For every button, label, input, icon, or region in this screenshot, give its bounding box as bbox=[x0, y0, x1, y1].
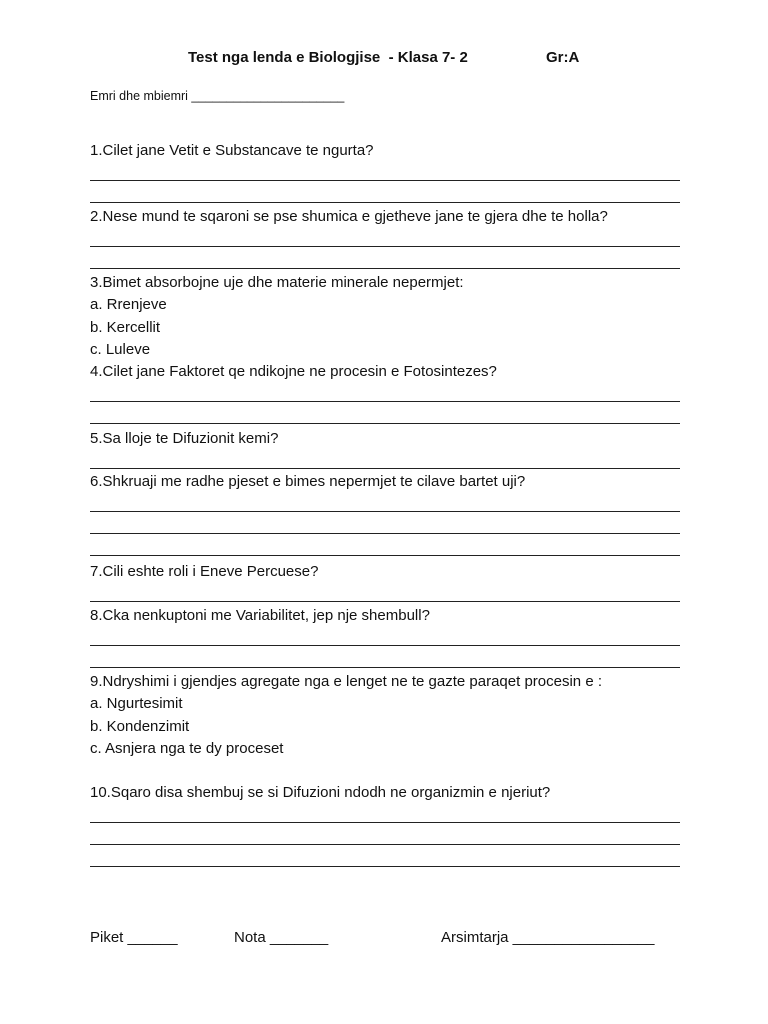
question-5 bbox=[90, 428, 680, 473]
question-text: 2.Nese mund te sqaroni se pse shumica e gjetheve jane te gjera dhe te holla? bbox=[90, 208, 608, 225]
question-text: 9.Ndryshimi i gjendjes agregate nga e lenget ne te gazte paraqet procesin e : bbox=[90, 673, 602, 690]
answer-line[interactable] bbox=[90, 162, 680, 184]
answer-line[interactable] bbox=[90, 228, 680, 250]
option-b[interactable]: b. Kondenzimit bbox=[90, 717, 190, 735]
option-a[interactable]: a. Ngurtesimit bbox=[90, 695, 183, 713]
question-9 bbox=[90, 671, 680, 760]
teacher-field[interactable]: Arsimtarja _________________ bbox=[441, 929, 655, 946]
test-title: Test nga lenda e Biologjise - Klasa 7- 2 bbox=[188, 49, 468, 66]
question-2 bbox=[90, 206, 680, 273]
answer-line[interactable] bbox=[90, 493, 680, 515]
answer-line[interactable] bbox=[90, 538, 680, 560]
question-4-text: 4.Cilet jane Faktoret qe ndikojne ne procesin e Fotosintezes? bbox=[90, 363, 497, 381]
question-10 bbox=[90, 782, 680, 871]
question-3 bbox=[90, 272, 680, 428]
question-text: 10.Sqaro disa shembuj se si Difuzioni ndodh ne organizmin e njeriut? bbox=[90, 784, 551, 801]
group-label: Gr:A bbox=[546, 49, 580, 66]
option-c[interactable]: c. Luleve bbox=[90, 340, 151, 358]
answer-line[interactable] bbox=[90, 450, 680, 472]
question-text: 1.Cilet jane Vetit e Substancave te ngurta? bbox=[90, 142, 374, 159]
answer-line[interactable] bbox=[90, 650, 680, 672]
grade-field[interactable]: Nota _______ bbox=[234, 929, 329, 946]
question-text: 6.Shkruaji me radhe pjeset e bimes nepermjet te cilave bartet uji? bbox=[90, 473, 526, 490]
question-text: 3.Bimet absorbojne uje dhe materie minerale nepermjet: bbox=[90, 274, 464, 291]
answer-line[interactable] bbox=[90, 849, 680, 871]
question-text: 8.Cka nenkuptoni me Variabilitet, jep nje shembull? bbox=[90, 607, 430, 624]
question-7 bbox=[90, 561, 680, 606]
answer-line[interactable] bbox=[90, 185, 680, 207]
option-c[interactable]: c. Asnjera nga te dy proceset bbox=[90, 739, 284, 757]
answer-line[interactable] bbox=[90, 583, 680, 605]
answer-line[interactable] bbox=[90, 251, 680, 273]
answer-line[interactable] bbox=[90, 827, 680, 849]
option-a[interactable]: a. Rrenjeve bbox=[90, 296, 167, 314]
answer-line[interactable] bbox=[90, 383, 680, 405]
points-field[interactable]: Piket ______ bbox=[90, 929, 178, 946]
student-name-field[interactable]: Emri dhe mbiemri ______________________ bbox=[90, 89, 345, 103]
question-text: 7.Cili eshte roli i Eneve Percuese? bbox=[90, 563, 319, 580]
answer-line[interactable] bbox=[90, 406, 680, 428]
option-b[interactable]: b. Kercellit bbox=[90, 318, 161, 336]
question-text: 5.Sa lloje te Difuzionit kemi? bbox=[90, 430, 279, 447]
answer-line[interactable] bbox=[90, 804, 680, 826]
test-header bbox=[0, 49, 768, 69]
question-6 bbox=[90, 471, 680, 560]
answer-line[interactable] bbox=[90, 627, 680, 649]
question-1 bbox=[90, 140, 680, 207]
answer-line[interactable] bbox=[90, 516, 680, 538]
question-8 bbox=[90, 605, 680, 672]
